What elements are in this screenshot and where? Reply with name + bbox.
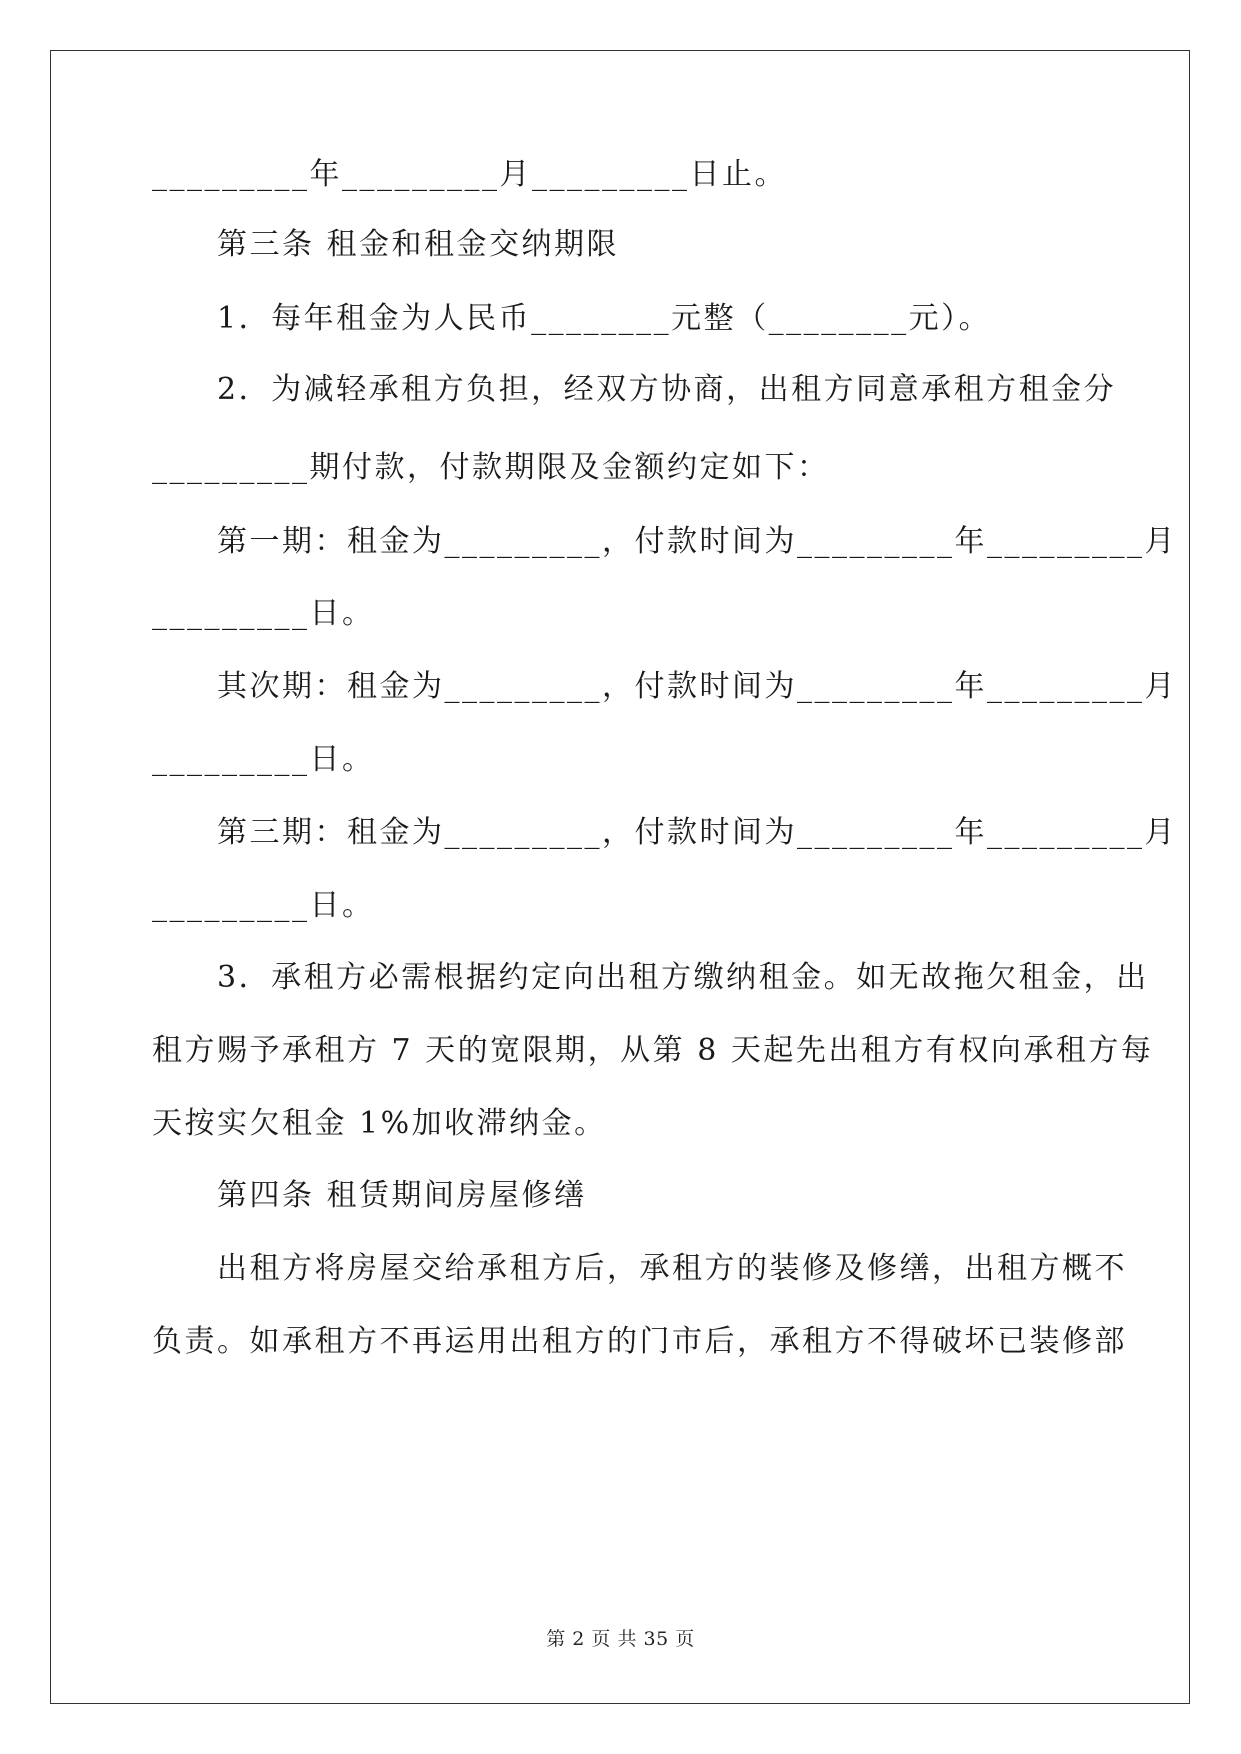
text-line: _________年_________月_________日止。 — [152, 157, 787, 192]
section-heading: 第四条 租赁期间房屋修缮 — [217, 1178, 587, 1213]
text-line: _________日。 — [152, 888, 375, 923]
page-number: 第 2 页 共 35 页 — [546, 1628, 695, 1650]
text-line: _________日。 — [152, 596, 375, 631]
text-line: 其次期：租金为_________，付款时间为_________年_________月 — [217, 669, 1177, 704]
section-heading: 第三条 租金和租金交纳期限 — [217, 227, 620, 262]
text-line: _________日。 — [152, 742, 375, 777]
text-line: 租方赐予承租方 7 天的宽限期，从第 8 天起先出租方有权向承租方每 — [152, 1033, 1154, 1068]
text-line: 第一期：租金为_________，付款时间为_________年_________月 — [217, 524, 1177, 559]
text-line: 出租方将房屋交给承租方后，承租方的装修及修缮，出租方概不 — [217, 1251, 1127, 1286]
text-line: 负责。如承租方不再运用出租方的门市后，承租方不得破坏已装修部 — [152, 1324, 1127, 1359]
text-line: _________期付款，付款期限及金额约定如下： — [152, 450, 830, 485]
text-line: 第三期：租金为_________，付款时间为_________年_________月 — [217, 815, 1177, 850]
text-line: 3．承租方必需根据约定向出租方缴纳租金。如无故拖欠租金，出 — [217, 960, 1149, 995]
text-line: 天按实欠租金 1%加收滞纳金。 — [152, 1106, 607, 1141]
text-line: 2．为减轻承租方负担，经双方协商，出租方同意承租方租金分 — [217, 372, 1117, 407]
text-line: 1．每年租金为人民币________元整（________元）。 — [217, 301, 992, 336]
